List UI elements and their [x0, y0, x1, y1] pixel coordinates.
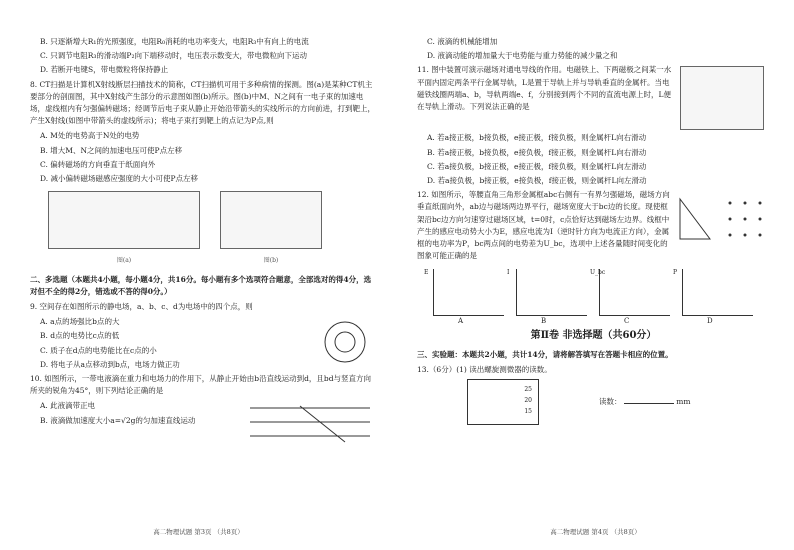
section-3-heading: 三、实验题：本题共2小题，共计14分，请将解答填写在答题卡相应的位置。 — [417, 349, 673, 359]
xray-generator-diagram — [220, 191, 322, 249]
q7-option-d: D. 若断开电键S，带电微粒将保持静止 — [40, 65, 169, 75]
figure-b-caption: 图(b) — [263, 257, 279, 265]
graph-d-label: D — [707, 317, 713, 326]
graph-a-axis: E — [424, 269, 429, 277]
q11-block — [417, 64, 770, 132]
figure-a — [42, 189, 206, 267]
q11-option-a: A. 若a接正极，b接负极，e接正极，f接负极，则金属杆L向右滑动 — [427, 133, 647, 143]
reading-answer — [599, 396, 691, 408]
reading-unit: mm — [676, 396, 691, 406]
q11-option-d: D. 若a接负极，b接正极，e接负极，f接正极，则金属杆L向左滑动 — [427, 176, 647, 186]
q8-option-a: A. M处的电势高于N处的电势 — [40, 131, 140, 141]
droplet-field-diagram — [245, 400, 375, 448]
tick-20: 20 — [524, 397, 532, 405]
graph-b — [507, 269, 587, 326]
right-page — [397, 0, 794, 550]
q7-option-b: B. 只逐渐增大R₁的光照强度，电阻R₀消耗的电功率变大，电阻R₃中有向上的电流 — [40, 37, 309, 46]
q8-option-b: B. 增大M、N之间的加速电压可使P点左移 — [40, 145, 183, 155]
q12-graphs — [424, 269, 770, 326]
graph-a-label: A — [458, 317, 464, 326]
section-2-heading: 二、多选题（本题共4小题，每小题4分，共16分。每小题有多个选项符合题意，全部选对的得4分，选对但不全的得2分，错选或不答的得0分。） — [30, 274, 372, 296]
electromagnet-diagram — [680, 66, 764, 130]
tick-15: 15 — [524, 408, 532, 416]
q10-option-d: D. 液滴动能的增加量大于电势能与重力势能的减少量之和 — [427, 51, 618, 61]
electric-field-diagram — [315, 316, 375, 368]
q11-option-b: B. 若a接正极，b接负极，e接负极，f接正极，则金属杆L向右滑动 — [427, 147, 647, 157]
q12-stem: 12. 如图所示，等腰直角三角形金属框abc右侧有一有界匀强磁场，磁场方向垂直纸面向外，ab边与磁场两边界平行，磁场宽度大于bc边的长度。现使框架沿bc边方向匀速穿过磁场区域，t=0时，c点恰好达到磁场左边界。线框中产生的感应电动势大小为E，感应电流为I（逆时针方向为电流正方向），金属框的电功率为P，bc两点间的电势差为U_bc，选项中上述各量随时间变化的图象可能正确的是 — [417, 190, 670, 261]
q10-option-c: C. 液滴的机械能增加 — [427, 37, 498, 46]
ct-machine-diagram — [48, 191, 200, 249]
q10-option-a: A. 此液滴带正电 — [40, 401, 96, 411]
q8-figures — [42, 189, 375, 267]
tick-25: 25 — [524, 386, 532, 394]
part-2-heading: 第Ⅱ卷 非选择题（共60分） — [530, 330, 657, 342]
figure-a-caption: 图(a) — [116, 257, 132, 265]
graph-b-axis: I — [507, 269, 510, 277]
left-footer: 高二物理试题 第3页 （共8页） — [153, 527, 244, 536]
right-footer: 高二物理试题 第4页 （共8页） — [550, 527, 641, 536]
graph-c — [590, 269, 670, 326]
q7-option-c: C. 只调节电阻R₃的滑动端P₂向下端移动时，电压表示数变大，带电微粒向下运动 — [40, 51, 307, 61]
graph-d-axis: P — [673, 269, 678, 277]
q9-block — [30, 316, 375, 373]
graph-b-label: B — [541, 317, 547, 326]
reading-blank[interactable] — [624, 403, 674, 404]
q10-option-b: B. 液滴做加速度大小a=√2g的匀加速直线运动 — [40, 415, 196, 425]
triangle-frame-diagram — [670, 189, 770, 249]
q10-block — [30, 400, 375, 448]
graph-c-axis: U_bc — [590, 269, 606, 277]
q11-option-c: C. 若a接负极，b接正极，e接正极，f接负极，则金属杆L向左滑动 — [427, 161, 647, 171]
graph-d — [673, 269, 753, 326]
q8-option-c: C. 偏转磁场的方向垂直于纸面向外 — [40, 159, 156, 169]
q9-option-b: B. d点的电势比c点的低 — [40, 331, 120, 341]
reading-label: 读数： — [599, 396, 622, 406]
q9-option-c: C. 质子在d点的电势能比在c点的小 — [40, 345, 157, 355]
graph-c-label: C — [624, 317, 630, 326]
micrometer-diagram — [467, 379, 539, 425]
q8-option-d: D. 减小偏转磁场磁感应强度的大小可使P点左移 — [40, 174, 199, 184]
q13-block — [467, 379, 770, 425]
q13-stem: 13.（6分）(1) 读出螺旋测微器的读数。 — [417, 364, 552, 374]
graph-a — [424, 269, 504, 326]
q12-block — [417, 189, 770, 265]
q9-option-a: A. a点的场强比b点的大 — [40, 317, 120, 327]
q9-stem: 9. 空间存在如图所示的静电场，a、b、c、d为电场中的四个点，则 — [30, 302, 253, 312]
q8-stem: 8. CT扫描是计算机X射线断层扫描技术的简称，CT扫描机可用于多种病情的探测。图(a)是某种CT机主要部分的剖面图，其中X射线产生部分的示意图如图(b)所示。图(b)中M、N之间有一电子束的加速电场，虚线框内有匀强偏转磁场；经调节后电子束从静止开始沿带箭头的实线所示的方向前进，打到靶上，产生X射线(如图中带箭头的虚线所示)；将电子束打到靶上的点记为P点,则 — [30, 79, 375, 126]
q10-stem: 10. 如图所示，一带电液滴在重力和电场力的作用下，从静止开始由b沿直线运动到d，且bd与竖直方向所夹的锐角为45°，则下列结论正确的是 — [30, 374, 372, 396]
figure-b — [214, 189, 328, 267]
q9-option-d: D. 将电子从a点移动到b点，电场力做正功 — [40, 359, 180, 369]
q11-stem: 11. 图中装置可演示磁场对通电导线的作用。电磁铁上、下两磁极之间某一水平面内固定两条平行金属导轨，L是置于导轨上并与导轨垂直的金属杆。当电磁铁线圈两端a、b，导轨两端e、f，分别接到两个不同的直流电源上时，L便在导轨上滑动。下列说法正确的是 — [417, 65, 672, 112]
